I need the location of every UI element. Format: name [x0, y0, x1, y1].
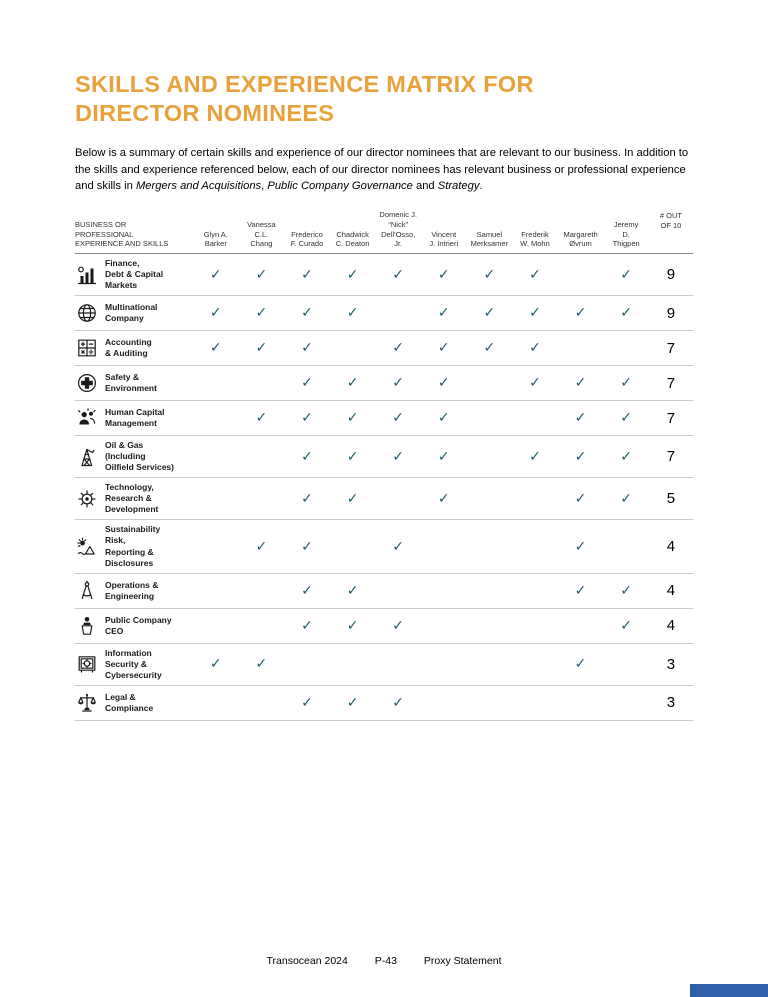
skill-label-line: Technology,: [105, 482, 154, 493]
checkmark-icon: ✓: [209, 266, 222, 283]
check-cell-2: [239, 538, 285, 556]
skill-label: [105, 258, 163, 291]
checkmark-icon: ✓: [301, 617, 313, 634]
checkmark-icon: ✓: [209, 656, 222, 673]
title-line-2: DIRECTOR NOMINEES: [75, 99, 335, 126]
check-cell-9: [558, 582, 604, 600]
checkmark-icon: ✓: [529, 305, 541, 322]
intro-italic-term-1: Mergers and Acquisitions: [135, 179, 262, 192]
medical-cross-icon: [75, 371, 99, 395]
check-cell-5: [375, 409, 421, 427]
checkmark-icon: ✓: [529, 340, 541, 357]
skill-label-line: Oilfield Services): [105, 462, 174, 473]
check-cell-4: [330, 304, 376, 322]
checkmark-icon: ✓: [437, 490, 450, 507]
skill-cell: [75, 579, 193, 603]
check-cell-3: [284, 374, 330, 392]
count-cell: 7: [666, 448, 676, 466]
skill-label: [105, 615, 172, 637]
director-name-line: Vanessa: [247, 219, 276, 229]
matrix-row-compass: [75, 574, 693, 609]
check-cell-5: [375, 339, 421, 357]
skill-label-line: Legal &: [105, 691, 136, 702]
check-cell-4: [330, 582, 376, 600]
checkmark-icon: ✓: [620, 490, 632, 507]
director-name-line: Margareth: [563, 229, 598, 239]
skill-label-line: Safety &: [105, 372, 140, 383]
skill-cell: [75, 301, 193, 325]
skill-label-line: Environment: [105, 383, 157, 394]
count-cell: 4: [666, 538, 676, 556]
skill-cell: [75, 482, 193, 515]
matrix-row-gear: [75, 478, 693, 520]
matrix-row-medical-cross: [75, 366, 693, 401]
skill-label-line: Research &: [105, 493, 152, 504]
check-cell-5: [375, 266, 421, 284]
checkmark-icon: ✓: [392, 694, 405, 711]
check-cell-4: [330, 266, 376, 284]
skill-cell: [75, 691, 193, 715]
director-name-line: Dell’Osso,: [381, 229, 416, 239]
skill-label-line: Operations &: [105, 579, 159, 590]
check-cell-4: [330, 694, 376, 712]
scales-icon: [75, 691, 99, 715]
footer-page-number: P-43: [374, 955, 397, 967]
checkmark-icon: ✓: [620, 448, 632, 465]
checkmark-icon: ✓: [301, 538, 313, 555]
skill-label-line: Security &: [105, 658, 148, 669]
check-cell-3: [284, 694, 330, 712]
skill-label-line: Engineering: [105, 590, 155, 601]
director-name-line: Frederik: [521, 229, 549, 239]
count-cell: 4: [666, 582, 676, 600]
count-cell: 3: [666, 655, 676, 673]
checkmark-icon: ✓: [346, 582, 359, 599]
check-cell-9: [558, 538, 604, 556]
count-cell: 4: [666, 617, 676, 635]
intro-italic-term-3: Strategy: [437, 179, 480, 192]
intro-text: Below is a summary of certain skills and experience of our director nominees that are relevant to our business. In addition to the skills and experience referenced below, each of our director nominees has relevant business or professional experience and skills in: [75, 147, 689, 192]
page-footer: [0, 955, 768, 967]
skill-label-line: (Including: [105, 451, 146, 462]
check-cell-6: [421, 304, 467, 322]
check-cell-5: [375, 694, 421, 712]
checkmark-icon: ✓: [574, 490, 587, 507]
skill-cell: [75, 406, 193, 430]
checkmark-icon: ✓: [255, 656, 268, 673]
check-cell-3: [284, 582, 330, 600]
check-cell-6: [421, 266, 467, 284]
skill-label: [105, 302, 157, 324]
checkmark-icon: ✓: [437, 375, 450, 392]
checkmark-icon: ✓: [346, 410, 359, 427]
director-name-line: Thigpen: [612, 239, 640, 249]
director-name-line: Samuel: [476, 229, 503, 239]
skill-label-line: Multinational: [105, 302, 158, 313]
count-cell: 7: [666, 374, 676, 392]
footer-brand: Transocean 2024: [266, 955, 348, 967]
check-cell-8: [512, 339, 558, 357]
checkmark-icon: ✓: [392, 538, 405, 555]
count-cell: 7: [666, 409, 676, 427]
check-cell-10: [603, 448, 649, 466]
director-name-line: Chadwick: [336, 229, 369, 239]
director-name-line: Jr.: [394, 239, 403, 249]
checkmark-icon: ✓: [529, 266, 541, 283]
intro-paragraph: [75, 145, 693, 194]
page-title: [75, 70, 693, 127]
skill-label-line: Information: [105, 647, 152, 658]
skill-label-line: Debt & Capital: [105, 269, 164, 280]
intro-text: ,: [261, 179, 268, 192]
checkmark-icon: ✓: [301, 266, 313, 283]
checkmark-icon: ✓: [574, 375, 587, 392]
matrix-row-globe: [75, 296, 693, 331]
checkmark-icon: ✓: [483, 305, 496, 322]
skill-label: [105, 580, 158, 602]
director-name-line: D.: [622, 229, 630, 239]
checkmark-icon: ✓: [574, 448, 587, 465]
skill-cell: [75, 524, 193, 568]
check-cell-3: [284, 490, 330, 508]
count-cell: 7: [666, 339, 676, 357]
checkmark-icon: ✓: [346, 375, 359, 392]
check-cell-6: [421, 448, 467, 466]
check-cell-3: [284, 538, 330, 556]
skill-label: [105, 440, 174, 473]
check-cell-10: [603, 490, 649, 508]
checkmark-icon: ✓: [437, 448, 450, 465]
check-cell-10: [603, 582, 649, 600]
checkmark-icon: ✓: [529, 375, 541, 392]
checkmark-icon: ✓: [392, 617, 405, 634]
director-name-line: Frederico: [291, 229, 323, 239]
intro-italic-term-2: Public Company Governance: [267, 179, 413, 192]
checkmark-icon: ✓: [437, 410, 450, 427]
checkmark-icon: ✓: [255, 266, 268, 283]
checkmark-icon: ✓: [392, 410, 405, 427]
matrix-row-calculator: [75, 331, 693, 366]
check-cell-5: [375, 448, 421, 466]
matrix-header-row: [75, 210, 693, 254]
check-cell-4: [330, 448, 376, 466]
matrix-row-scales: [75, 686, 693, 721]
check-cell-3: [284, 409, 330, 427]
matrix-body: [75, 254, 693, 721]
checkmark-icon: ✓: [346, 490, 359, 507]
director-header-1: [193, 230, 239, 250]
checkmark-icon: ✓: [346, 448, 359, 465]
skill-label: [105, 407, 165, 429]
check-cell-3: [284, 339, 330, 357]
director-header-2: [239, 220, 285, 249]
compass-icon: [75, 579, 99, 603]
check-cell-10: [603, 409, 649, 427]
checkmark-icon: ✓: [529, 448, 541, 465]
check-cell-1: [193, 655, 239, 673]
skills-header-line: PROFESSIONAL: [75, 229, 134, 239]
director-header-8: [512, 230, 558, 250]
checkmark-icon: ✓: [301, 694, 313, 711]
checkmark-icon: ✓: [620, 305, 632, 322]
skill-label-line: Cybersecurity: [105, 669, 162, 680]
director-name-line: J. Intrieri: [429, 239, 459, 249]
checkmark-icon: ✓: [620, 617, 632, 634]
check-cell-4: [330, 490, 376, 508]
check-cell-1: [193, 266, 239, 284]
check-cell-4: [330, 374, 376, 392]
check-cell-9: [558, 409, 604, 427]
matrix-row-oil-derrick: [75, 436, 693, 478]
skill-label: [105, 482, 158, 515]
checkmark-icon: ✓: [620, 410, 632, 427]
checkmark-icon: ✓: [346, 266, 359, 283]
count-header-line: OF 10: [660, 220, 682, 230]
skill-label: [105, 524, 160, 568]
skill-label-line: Risk,: [105, 535, 126, 546]
director-name-line: Barker: [204, 239, 227, 249]
director-header-4: [330, 230, 376, 250]
checkmark-icon: ✓: [346, 305, 359, 322]
skills-header-line: BUSINESS OR: [75, 219, 127, 229]
checkmark-icon: ✓: [346, 694, 359, 711]
skill-label-line: Human Capital: [105, 407, 165, 418]
director-header-3: [284, 230, 330, 250]
oil-derrick-icon: [75, 445, 99, 469]
check-cell-4: [330, 409, 376, 427]
director-name-line: W. Mohn: [520, 239, 550, 249]
skill-cell: [75, 648, 193, 681]
check-cell-6: [421, 339, 467, 357]
director-name-line: Domenic J.: [379, 210, 417, 220]
check-cell-8: [512, 448, 558, 466]
skill-label-line: Management: [105, 418, 157, 429]
skill-label-line: Company: [105, 313, 144, 324]
check-cell-9: [558, 304, 604, 322]
footer-corner-mark: [690, 984, 768, 997]
check-cell-10: [603, 617, 649, 635]
skill-label-line: CEO: [105, 625, 124, 636]
people-icon: [75, 406, 99, 430]
matrix-row-finance-chart: [75, 254, 693, 296]
intro-text: and: [412, 179, 438, 192]
count-cell: 3: [666, 694, 676, 712]
director-name-line: Chang: [250, 239, 273, 249]
checkmark-icon: ✓: [574, 305, 587, 322]
skill-label: [105, 372, 157, 394]
check-cell-2: [239, 409, 285, 427]
checkmark-icon: ✓: [620, 375, 632, 392]
matrix-row-people: [75, 401, 693, 436]
check-cell-6: [421, 490, 467, 508]
checkmark-icon: ✓: [301, 448, 313, 465]
checkmark-icon: ✓: [301, 375, 313, 392]
skills-column-header: [75, 220, 193, 249]
matrix-row-sustainability: [75, 520, 693, 573]
check-cell-5: [375, 374, 421, 392]
check-cell-2: [239, 339, 285, 357]
checkmark-icon: ✓: [255, 340, 268, 357]
checkmark-icon: ✓: [620, 266, 632, 283]
checkmark-icon: ✓: [255, 538, 268, 555]
check-cell-9: [558, 490, 604, 508]
count-cell: 5: [666, 490, 676, 508]
skill-label: [105, 692, 153, 714]
checkmark-icon: ✓: [574, 582, 587, 599]
check-cell-6: [421, 409, 467, 427]
count-cell: 9: [666, 304, 676, 322]
director-header-5: [375, 210, 421, 249]
vault-icon: [75, 652, 99, 676]
skill-label-line: & Auditing: [105, 348, 148, 359]
director-name-line: Jeremy: [613, 219, 639, 229]
director-header-7: [467, 230, 513, 250]
check-cell-2: [239, 266, 285, 284]
checkmark-icon: ✓: [620, 582, 632, 599]
checkmark-icon: ✓: [437, 266, 450, 283]
checkmark-icon: ✓: [255, 305, 268, 322]
director-name-line: Merksamer: [470, 239, 509, 249]
count-cell: 9: [666, 266, 676, 284]
count-column-header: [649, 210, 693, 231]
skill-label-line: Sustainability: [105, 524, 161, 535]
check-cell-5: [375, 617, 421, 635]
sustainability-icon: [75, 535, 99, 559]
director-name-line: C.L.: [254, 229, 269, 239]
check-cell-10: [603, 266, 649, 284]
checkmark-icon: ✓: [392, 340, 405, 357]
check-cell-8: [512, 304, 558, 322]
skill-cell: [75, 336, 193, 360]
checkmark-icon: ✓: [209, 305, 222, 322]
footer-doc-type: Proxy Statement: [423, 955, 502, 967]
skill-label: [105, 337, 152, 359]
director-name-line: Øvrum: [569, 239, 592, 249]
check-cell-3: [284, 448, 330, 466]
checkmark-icon: ✓: [301, 410, 313, 427]
check-cell-9: [558, 655, 604, 673]
director-name-line: Glyn A.: [203, 229, 228, 239]
skill-label-line: Disclosures: [105, 557, 154, 568]
skill-cell: [75, 440, 193, 473]
checkmark-icon: ✓: [483, 340, 496, 357]
director-name-line: “Nick”: [388, 219, 408, 229]
checkmark-icon: ✓: [255, 410, 268, 427]
check-cell-2: [239, 655, 285, 673]
skill-label-line: Public Company: [105, 614, 172, 625]
check-cell-1: [193, 339, 239, 357]
gear-icon: [75, 487, 99, 511]
check-cell-6: [421, 374, 467, 392]
check-cell-3: [284, 617, 330, 635]
check-cell-7: [467, 266, 513, 284]
matrix-row-podium: [75, 609, 693, 644]
check-cell-3: [284, 304, 330, 322]
director-name-line: F. Curado: [290, 239, 324, 249]
globe-icon: [75, 301, 99, 325]
director-name-line: C. Deaton: [335, 239, 370, 249]
count-header-line: # OUT: [659, 211, 682, 221]
checkmark-icon: ✓: [574, 410, 587, 427]
checkmark-icon: ✓: [483, 266, 496, 283]
podium-icon: [75, 614, 99, 638]
intro-text: .: [479, 179, 483, 192]
skill-label-line: Finance,: [105, 258, 140, 269]
check-cell-8: [512, 266, 558, 284]
checkmark-icon: ✓: [301, 305, 313, 322]
check-cell-7: [467, 339, 513, 357]
checkmark-icon: ✓: [574, 538, 587, 555]
checkmark-icon: ✓: [301, 340, 313, 357]
checkmark-icon: ✓: [574, 656, 587, 673]
check-cell-7: [467, 304, 513, 322]
check-cell-9: [558, 374, 604, 392]
checkmark-icon: ✓: [301, 582, 313, 599]
checkmark-icon: ✓: [301, 490, 313, 507]
check-cell-9: [558, 448, 604, 466]
skill-label-line: Oil & Gas: [105, 440, 144, 451]
director-header-10: [603, 220, 649, 249]
check-cell-5: [375, 538, 421, 556]
skills-header-line: EXPERIENCE AND SKILLS: [75, 239, 169, 249]
check-cell-1: [193, 304, 239, 322]
skill-cell: [75, 258, 193, 291]
skill-cell: [75, 371, 193, 395]
matrix-row-vault: [75, 644, 693, 686]
title-line-1: SKILLS AND EXPERIENCE MATRIX FOR: [75, 71, 534, 97]
checkmark-icon: ✓: [209, 340, 222, 357]
director-header-6: [421, 230, 467, 250]
check-cell-10: [603, 374, 649, 392]
calculator-icon: [75, 336, 99, 360]
checkmark-icon: ✓: [437, 340, 450, 357]
checkmark-icon: ✓: [392, 448, 405, 465]
check-cell-10: [603, 304, 649, 322]
skill-label-line: Development: [105, 504, 159, 515]
checkmark-icon: ✓: [392, 266, 405, 283]
page-content: [75, 70, 693, 721]
skill-label-line: Accounting: [105, 337, 152, 348]
finance-chart-icon: [75, 263, 99, 287]
skill-label: [105, 648, 162, 681]
checkmark-icon: ✓: [437, 305, 450, 322]
director-name-line: Vincent: [431, 229, 457, 239]
skills-experience-matrix: [75, 210, 693, 721]
check-cell-2: [239, 304, 285, 322]
checkmark-icon: ✓: [346, 617, 359, 634]
check-cell-4: [330, 617, 376, 635]
check-cell-8: [512, 374, 558, 392]
skill-label-line: Reporting &: [105, 546, 154, 557]
skill-label-line: Markets: [105, 280, 138, 291]
director-header-9: [558, 230, 604, 250]
check-cell-3: [284, 266, 330, 284]
skill-label-line: Compliance: [105, 702, 154, 713]
checkmark-icon: ✓: [392, 375, 405, 392]
skill-cell: [75, 614, 193, 638]
